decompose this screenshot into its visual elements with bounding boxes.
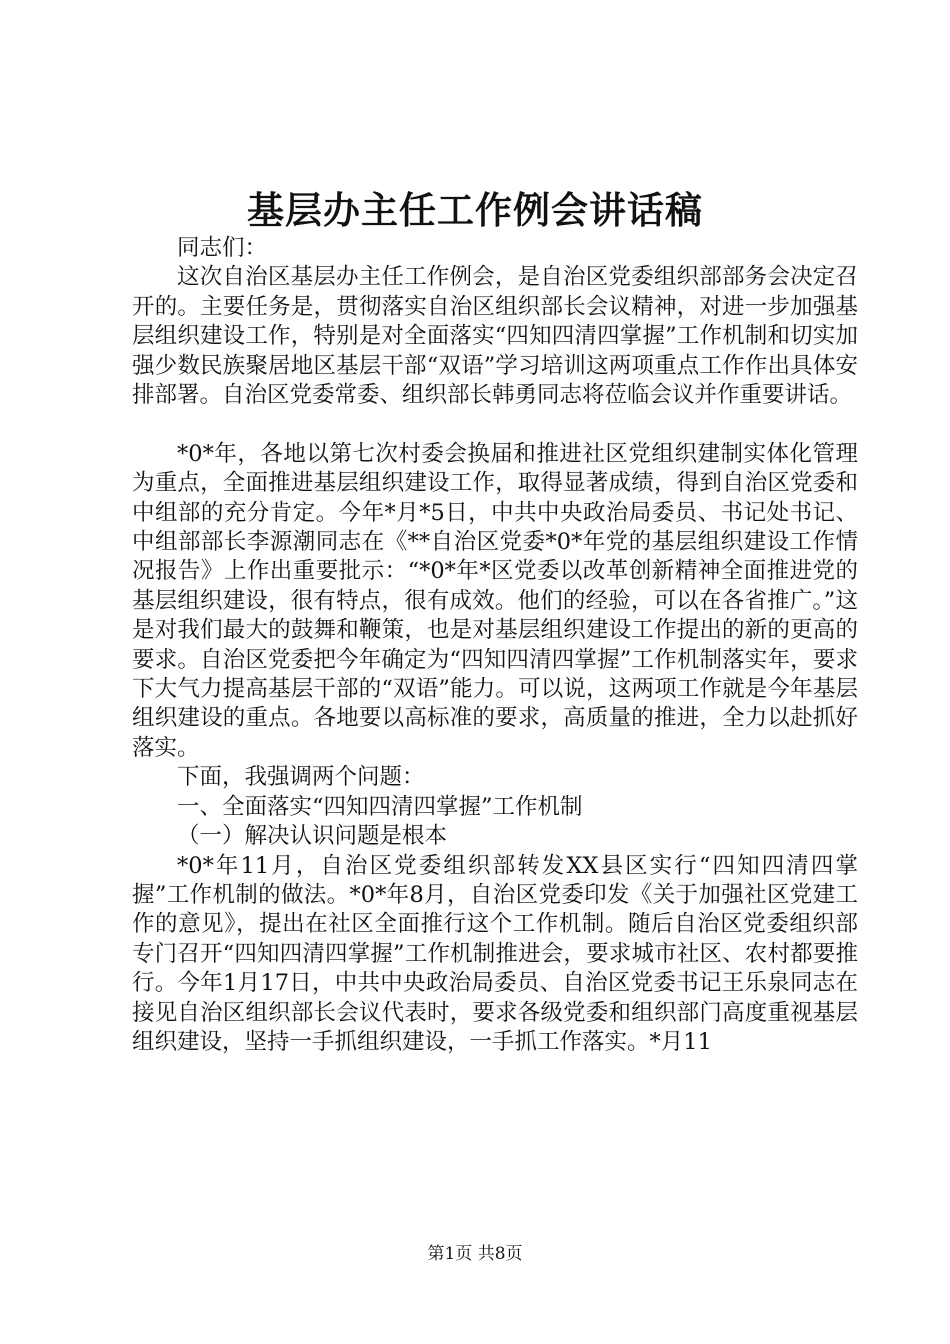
body-paragraph: *0*年11月，自治区党委组织部转发XX县区实行“四知四清四掌握”工作机制的做法。*0*年8月，自治区党委印发《关于加强社区党建工作的意见》，提出在社区全面推行这个工作机制。随后自治区党委组织部专门召开“四知四清四掌握”工作机制推进会，要求城市社区、农村都要推行。今年1月17日，中共中央政治局委员、自治区党委书记王乐泉同志在接见自治区组织部长会议代表时，要求各级党委和组织部门高度重视基层组织建设，坚持一手抓组织建设，一手抓工作落实。*月11 <box>132 852 858 1055</box>
transition-paragraph: 下面，我强调两个问题： <box>177 764 425 791</box>
intro-paragraph: 这次自治区基层办主任工作例会，是自治区党委组织部部务会决定召开的。主要任务是，贯彻落实自治区组织部长会议精神，对进一步加强基层组织建设工作，特别是对全面落实“四知四清四掌握”工作机制和切实加强少数民族聚居地区基层干部“双语”学习培训这两项重点工作作出具体安排部署。自治区党委常委、组织部长韩勇同志将莅临会议并作重要讲话。 <box>132 264 858 409</box>
subsection-heading-1: （一）解决认识问题是根本 <box>177 823 448 850</box>
document-body <box>132 234 858 1057</box>
page-footer: 第1页 共8页 <box>427 1244 523 1264</box>
document-title: 基层办主任工作例会讲话稿 <box>247 188 703 232</box>
salutation-paragraph: 同志们： <box>177 235 268 261</box>
section-heading-1: 一、全面落实“四知四清四掌握”工作机制 <box>177 793 583 820</box>
review-paragraph: *0*年，各地以第七次村委会换届和推进社区党组织建制实体化管理为重点，全面推进基层组织建设工作，取得显著成绩，得到自治区党委和中组部的充分肯定。今年*月*5日，中共中央政治局委员、书记处书记、中组部部长李源潮同志在《**自治区党委*0*年党的基层组织建设工作情况报告》上作出重要批示：“*0*年*区党委以改革创新精神全面推进党的基层组织建设，很有特点，很有成效。他们的经验，可以在各省推广。”这是对我们最大的鼓舞和鞭策，也是对基层组织建设工作提出的新的更高的要求。自治区党委把今年确定为“四知四清四掌握”工作机制落实年，要求下大气力提高基层干部的“双语”能力。可以说，这两项工作就是今年基层组织建设的重点。各地要以高标准的要求，高质量的推进，全力以赴抓好落实。 <box>132 440 858 761</box>
